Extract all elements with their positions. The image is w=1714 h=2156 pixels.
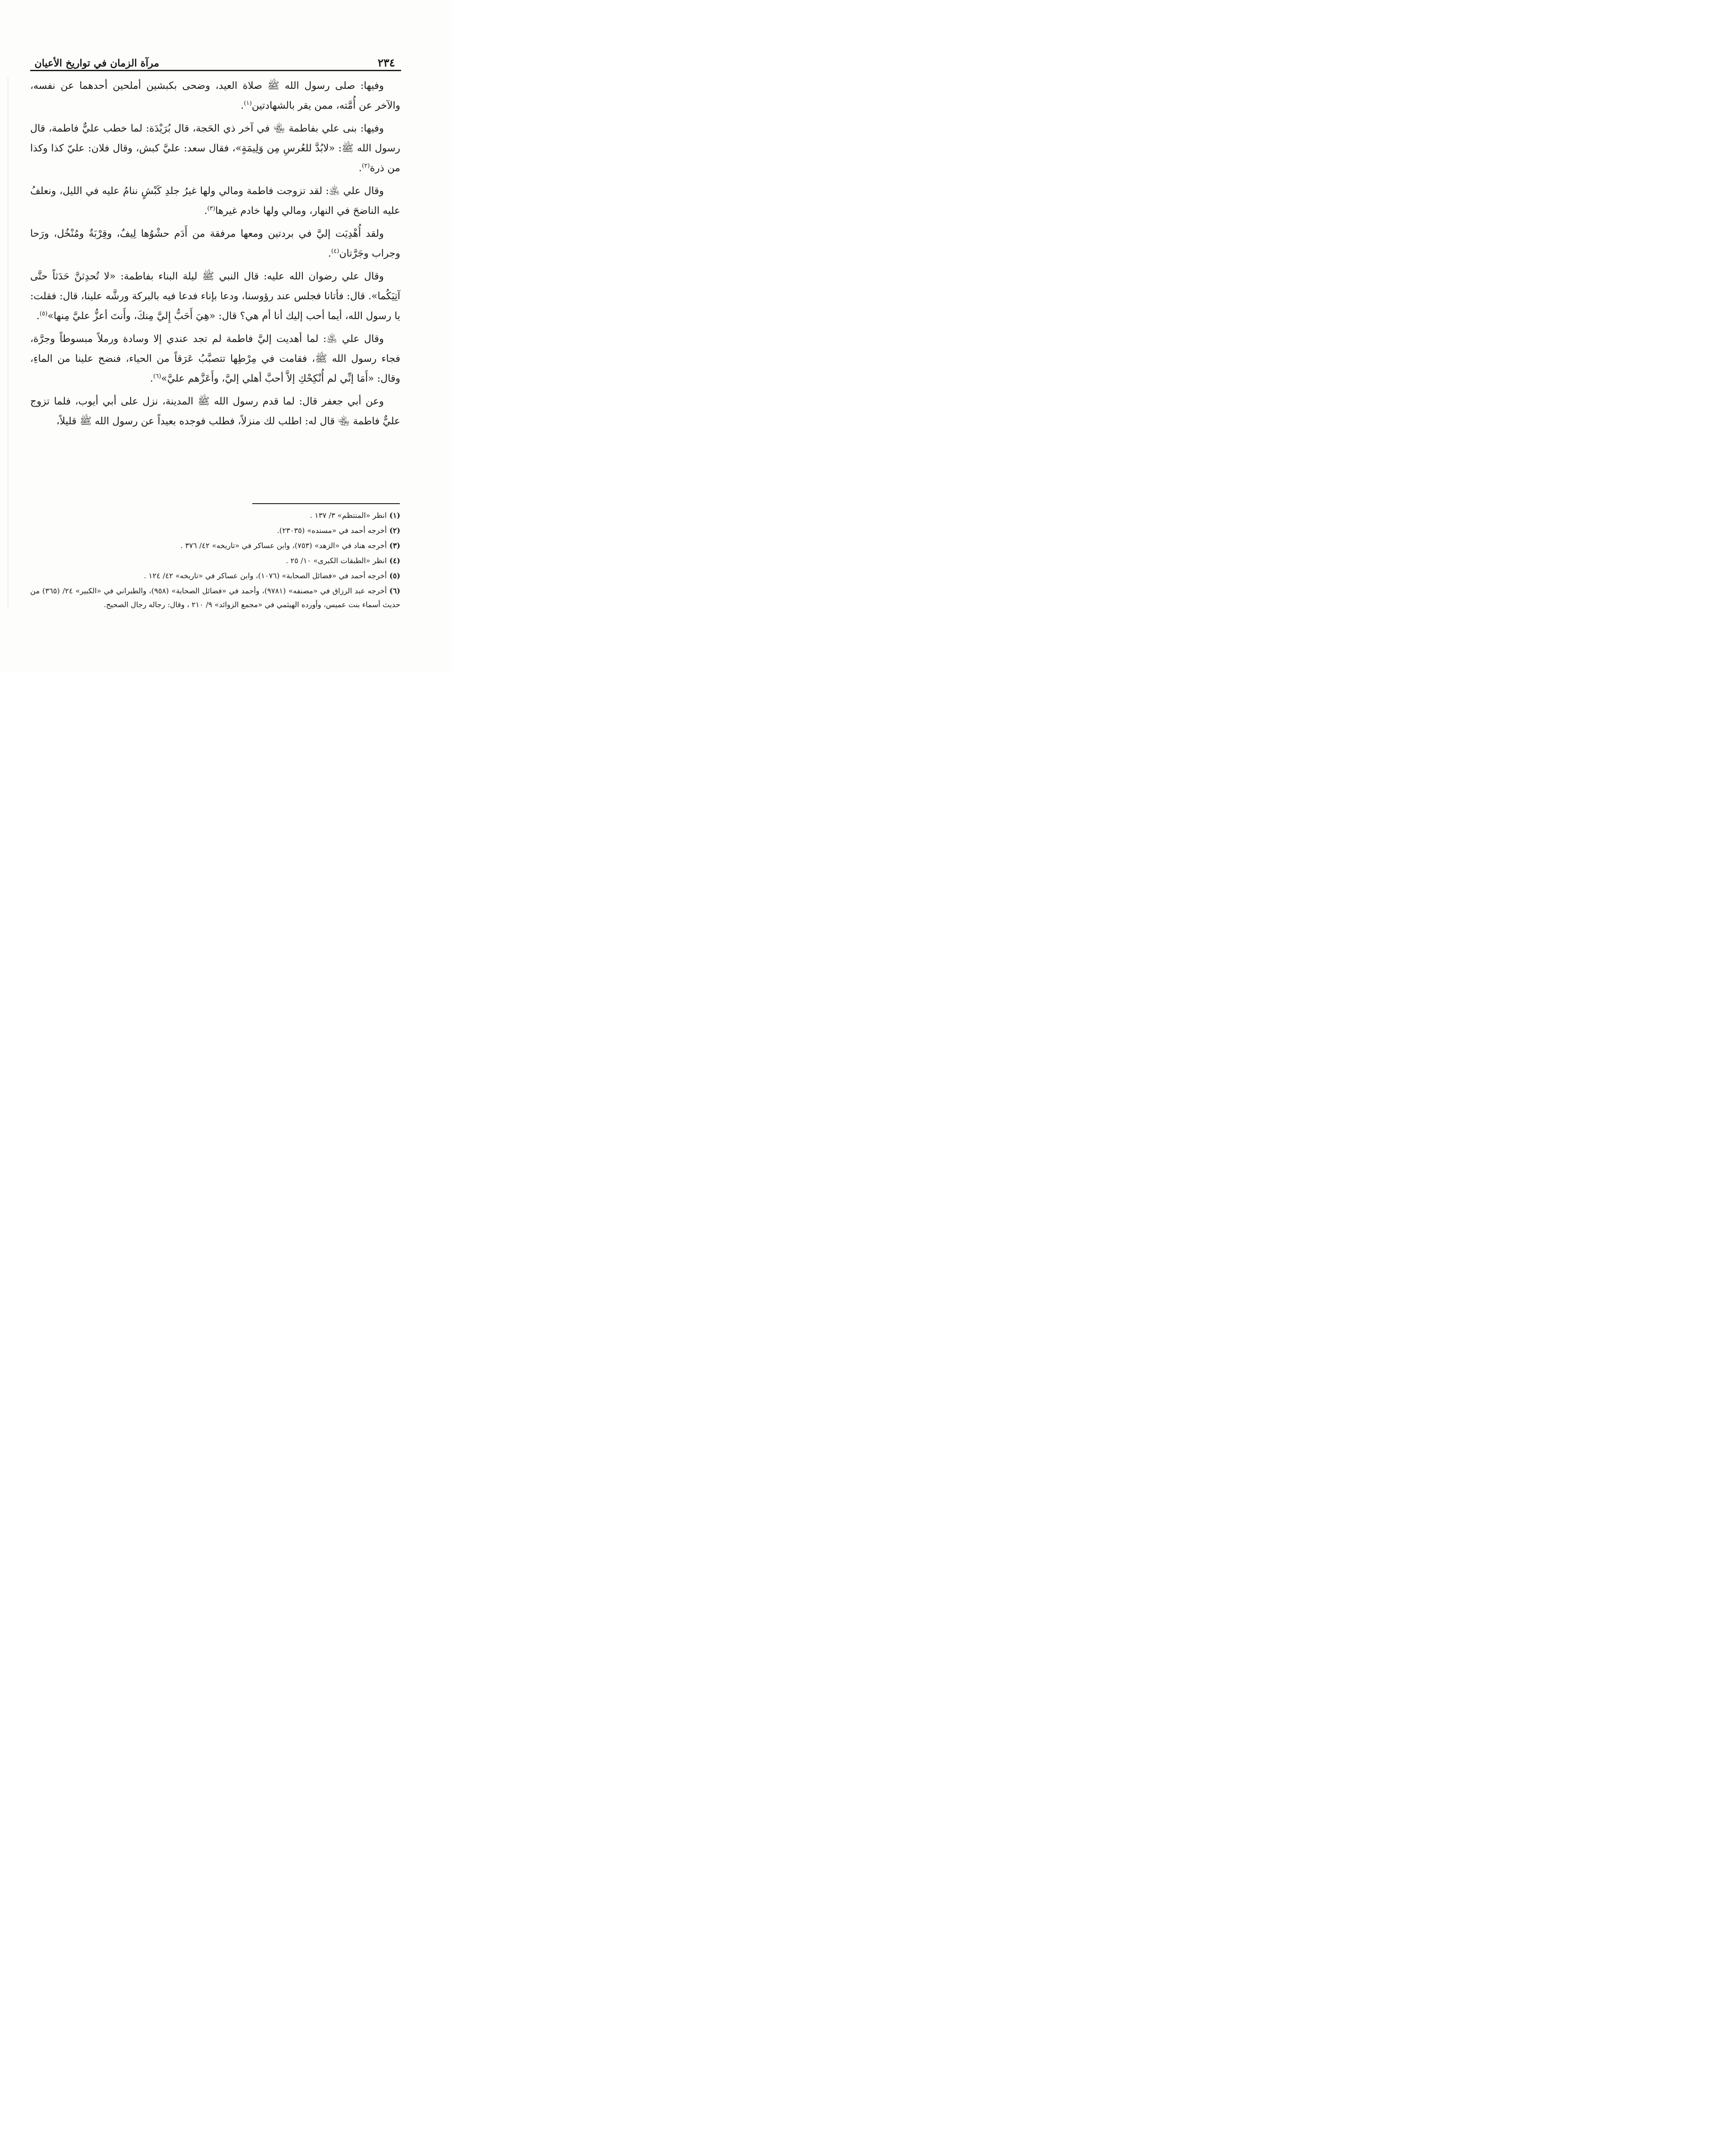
main-text — [30, 76, 400, 434]
paragraph — [30, 181, 400, 221]
footnote-ref: (٣) — [207, 205, 215, 212]
book-page — [0, 0, 452, 672]
footnote — [30, 554, 400, 568]
footnote-number: (٢) — [389, 526, 400, 535]
footnote-text: أخرجه أحمد في «فضائل الصحابة» (١٠٧٦)، وابن عساكر في «تاريخه» ٤٢/ ١٢٤ . — [144, 572, 387, 580]
footnote-number: (١) — [389, 511, 400, 520]
paragraph-end: . — [358, 163, 362, 174]
paragraph-end: . — [204, 205, 207, 216]
footnote-number: (٦) — [389, 587, 401, 595]
footnote-text: انظر «الطبقات الكبرى» ١٠/ ٢٥ . — [286, 557, 387, 565]
paragraph — [30, 224, 400, 263]
footnote-ref: (٦) — [153, 373, 161, 380]
footnote-ref: (٢) — [361, 162, 370, 169]
footnote — [30, 524, 400, 538]
footnote — [30, 569, 400, 583]
footnote — [30, 509, 400, 523]
footnote-number: (٣) — [389, 542, 400, 550]
paragraph-end: . — [241, 100, 244, 111]
footnotes — [30, 509, 400, 613]
paragraph — [30, 119, 400, 178]
footnote-rule — [252, 503, 400, 504]
footnote-text: انظر «المنتظم» ٣/ ١٣٧ . — [310, 511, 387, 520]
paragraph-text: وقال علي رضوان الله عليه: قال النبي ﷺ ليلة البناء بفاطمة: «لا تُحدِثنَّ حَدَثاً حتَّى آتِيَكُما». قال: فأتانا فجلس عند رؤوسنا، ودعا بإناء فدعا فيه بالبركة ورشَّه علينا، قال: فقلت: يا رسول الله، أيما أحب إليك أنا أم هي؟ قال: «هِيَ أَحَبُّ إِليَّ مِنكَ، وأَنتَ أعزُّ عليَّ مِنها» — [30, 271, 400, 322]
footnote — [30, 584, 400, 612]
paragraph — [30, 266, 400, 326]
footnote-text: أخرجه عبد الرزاق في «مصنفه» (٩٧٨١)، وأحمد في «فضائل الصحابة» (٩٥٨)، والطبراني في «الكبير» ٢٤/ (٣٦٥) من حديث أسماء بنت عميس، وأورده الهيثمي في «مجمع الزوائد» ٩/ ٢١٠ ، وقال: رجاله رجال الصحيح. — [30, 587, 400, 609]
paragraph-text: وقال علي ﵁: لقد تزوجت فاطمة ومالي ولها غيرُ جلدِ كَبْشٍ ننامُ عليه في الليل، ونعلفُ عليه الناضحَ في النهار، ومالي ولها خادم غيرها — [30, 185, 400, 216]
paragraph — [30, 329, 400, 389]
paragraph-end: . — [36, 310, 40, 322]
footnote-text: أخرجه هناد في «الزهد» (٧٥٣)، وابن عساكر في «تاريخه» ٤٢/ ٣٧٦ . — [180, 542, 387, 550]
paragraph-text: وعن أبي جعفر قال: لما قدم رسول الله ﷺ المدينة، نزل على أبي أيوب، فلما تزوج عليٌّ فاطمة ﵄ قال له: اطلب لك منزلاً، فطلب فوجده بعيداً عن رسول الله ﷺ قليلاً، — [30, 396, 400, 427]
footnote-ref: (٥) — [39, 310, 48, 317]
footnote — [30, 539, 400, 553]
footnote-number: (٥) — [389, 572, 400, 580]
paragraph — [30, 76, 400, 116]
paragraph-text: وقال علي ﵁: لما أهديت إليَّ فاطمة لم تجد عندي إلا وسادة ورملاً مبسوطاً وجرَّة، فجاء رسول الله ﷺ، فقامت في مِرْطِها تتصبَّبُ عَرَقاً من الحياء، فنضح علينا من الماءِ، وقال: «أَمَا إنِّي لم أُنْكِحْكِ إلاَّ أحبَّ أهلي إليَّ، وأَعَزَّهم عليَّ» — [30, 333, 400, 384]
paragraph-text: ولقد أُهْدِيَت إليَّ في بردتين ومعها مرفقة من أَدَم حشْوُها لِيفٌ، وقِرْبَةٌ ومُنْخُل، ورَحا وجراب وجَرَّتان — [30, 228, 400, 259]
paragraph-end: . — [328, 248, 331, 259]
running-header — [30, 47, 401, 69]
footnote-ref: (٤) — [331, 248, 339, 255]
footnote-text: أخرجه أحمد في «مسنده» (٢٣٠٣٥). — [277, 526, 387, 535]
paragraph-end: . — [150, 373, 154, 384]
paragraph-text: وفيها: بنى علي بفاطمة ﵄ في آخر ذي الحَجة، قال بُرَيْدَة: لما خطب عليٌّ فاطمة، قال رسول الله ﷺ: «لابُدَّ للعُرسِ مِن وَلِيمَةٍ»، فقال سعد: عليَّ كبش، وقال فلان: عليّ كذا وكذا من ذرة — [30, 123, 400, 174]
book-title: مرآة الزمان في تواريخ الأعيان — [35, 57, 160, 69]
page-number: ٢٣٤ — [377, 56, 395, 69]
footnote-ref: (١) — [244, 100, 252, 107]
footnote-number: (٤) — [389, 557, 400, 565]
paragraph — [30, 392, 400, 431]
paragraph-text: وفيها: صلى رسول الله ﷺ صلاة العيد، وضحى بكبشين أملحين أحدهما عن نفسه، والآخر عن أُمَّته، ممن يقر بالشهادتين — [30, 80, 400, 111]
header-rule — [30, 70, 401, 71]
